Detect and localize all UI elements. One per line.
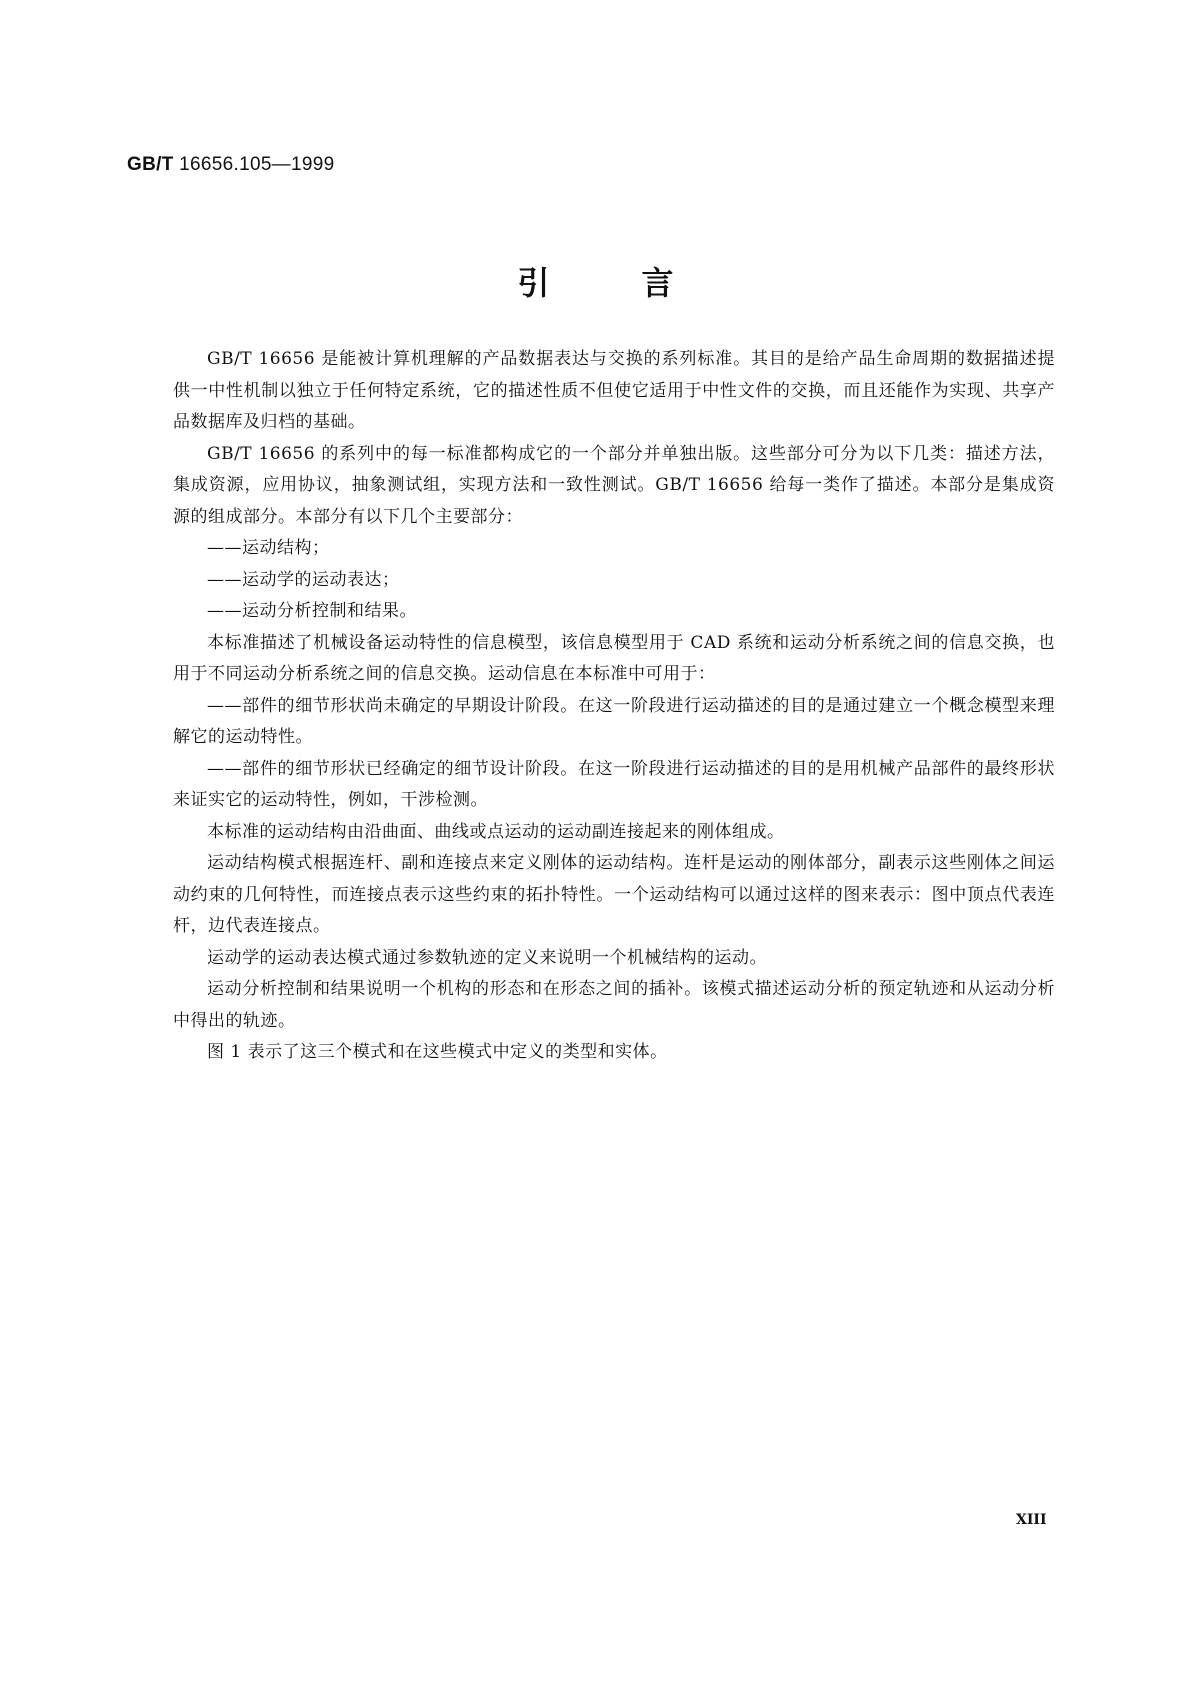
paragraph: GB/T 16656 的系列中的每一标准都构成它的一个部分并单独出版。这些部分可分为以下几类：描述方法，集成资源，应用协议，抽象测试组，实现方法和一致性测试。GB/T 16656 给每一类作了描述。本部分是集成资源的组成部分。本部分有以下几个主要部分： <box>173 443 1055 527</box>
page-title: 引言 <box>517 264 766 302</box>
list-item: ——运动分析控制和结果。 <box>207 601 417 621</box>
paragraph: GB/T 16656 是能被计算机理解的产品数据表达与交换的系列标准。其目的是给产品生命周期的数据描述提供一中性机制以独立于任何特定系统，它的描述性质不但使它适用于中性文件的交换，而且还能作为实现、共享产品数据库及归档的基础。 <box>173 349 1055 432</box>
paragraph: 本标准描述了机械设备运动特性的信息模型，该信息模型用于 CAD 系统和运动分析系统之间的信息交换，也用于不同运动分析系统之间的信息交换。运动信息在本标准中可用于： <box>173 632 1055 684</box>
paragraph: 本标准的运动结构由沿曲面、曲线或点运动的运动副连接起来的刚体组成。 <box>207 821 785 842</box>
paragraph: 图 1 表示了这三个模式和在这些模式中定义的类型和实体。 <box>207 1042 668 1062</box>
list-item: ——运动学的运动表达； <box>207 569 400 590</box>
paragraph: 运动分析控制和结果说明一个机构的形态和在形态之间的插补。该模式描述运动分析的预定轨迹和从运动分析中得出的轨迹。 <box>173 979 1055 1031</box>
document-header <box>127 154 334 176</box>
list-item: ——运动结构； <box>207 538 330 558</box>
page-number: XIII <box>1016 1512 1047 1528</box>
document-body <box>173 344 1055 1069</box>
list-item: ——部件的细节形状已经确定的细节设计阶段。在这一阶段进行运动描述的目的是用机械产品部件的最终形状来证实它的运动特性，例如，干涉检测。 <box>173 758 1055 810</box>
list-item: ——部件的细节形状尚未确定的早期设计阶段。在这一阶段进行运动描述的目的是通过建立一个概念模型来理解它的运动特性。 <box>173 695 1055 747</box>
paragraph: 运动学的运动表达模式通过参数轨迹的定义来说明一个机械结构的运动。 <box>207 947 767 968</box>
standard-number: 16656.105—1999 <box>173 154 335 175</box>
paragraph: 运动结构模式根据连杆、副和连接点来定义刚体的运动结构。连杆是运动的刚体部分，副表示这些刚体之间运动约束的几何特性，而连接点表示这些约束的拓扑特性。一个运动结构可以通过这样的图来表示：图中顶点代表连杆，边代表连接点。 <box>173 853 1055 936</box>
standard-prefix: GB/T <box>127 154 174 175</box>
